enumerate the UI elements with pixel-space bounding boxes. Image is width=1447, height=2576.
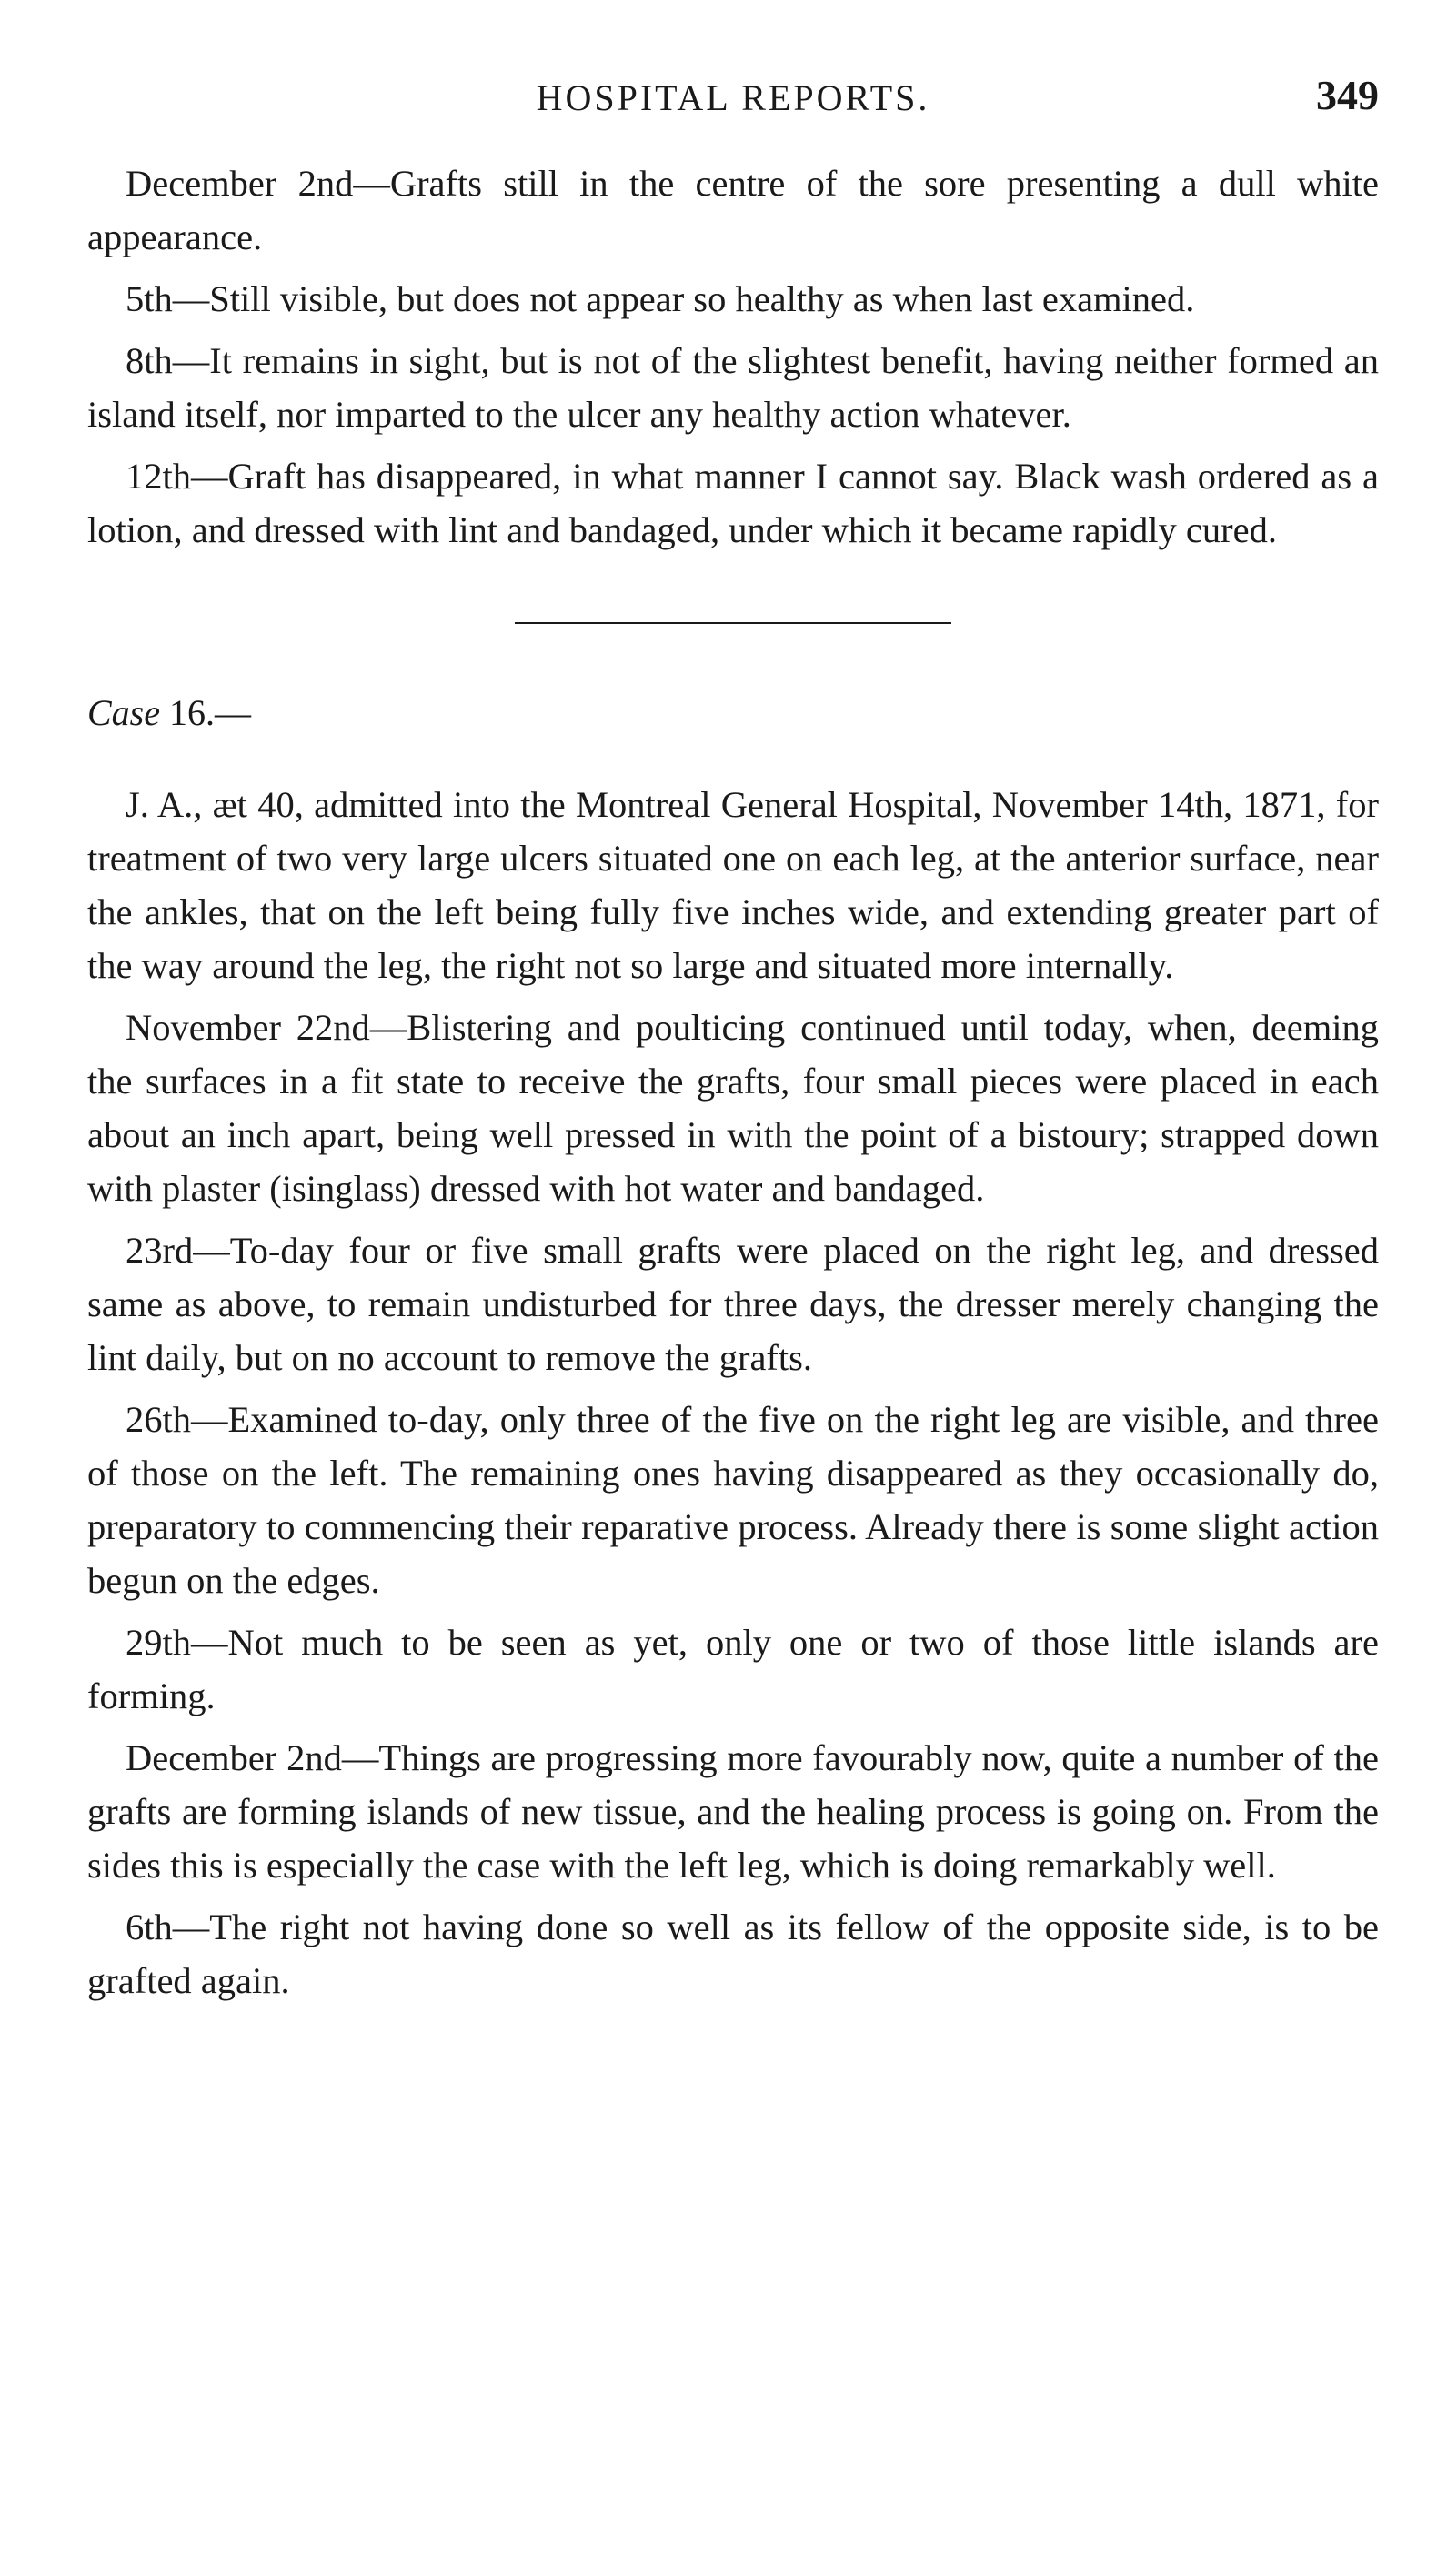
case-label: Case	[87, 692, 160, 733]
paragraph-29th: 29th—Not much to be seen as yet, only one or two of those little islands are forming.	[87, 1622, 1379, 1716]
paragraph-6th: 6th—The right not having done so well as its fellow of the opposite side, is to be grafted again.	[87, 1907, 1379, 2001]
running-head	[87, 71, 1379, 126]
paragraph-nov-22nd: November 22nd—Blistering and poulticing continued until today, when, deeming the surfaces in a fit state to receive the grafts, four small pieces were placed in each about an inch apart, being well pressed in with the point of a bistoury; strapped down with plaster (isinglass) dressed with hot water and bandaged.	[87, 1007, 1379, 1209]
case-number: 16.—	[169, 692, 251, 733]
body-text	[87, 156, 1379, 2016]
paragraph-dec-2nd-case: December 2nd—Things are progressing more favourably now, quite a number of the grafts are forming islands of new tissue, and the healing process is going on. From the sides this is especially the case with the left leg, which is doing remarkably well.	[87, 1737, 1379, 1886]
paragraph-5th: 5th—Still visible, but does not appear so healthy as when last examined.	[126, 278, 1195, 319]
section-divider	[515, 622, 951, 624]
paragraph-dec-2nd: December 2nd—Grafts still in the centre of the sore presenting a dull white appearance.	[87, 163, 1379, 257]
paragraph-8th: 8th—It remains in sight, but is not of the slightest benefit, having neither formed an island itself, nor imparted to the ulcer any healthy action whatever.	[87, 340, 1379, 435]
page-number: 349	[1316, 72, 1379, 118]
paragraph-12th: 12th—Graft has disappeared, in what manner I cannot say. Black wash ordered as a lotion, and dressed with lint and bandaged, under which it became rapidly cured.	[87, 456, 1379, 550]
paragraph-admission: J. A., æt 40, admitted into the Montreal General Hospital, November 14th, 1871, for treatment of two very large ulcers situated one on each leg, at the anterior surface, near the ankles, that on the left being fully five inches wide, and extending greater part of the way around the leg, the right not so large and situated more internally.	[87, 784, 1379, 986]
paragraph-26th: 26th—Examined to-day, only three of the five on the right leg are visible, and three of those on the left. The remaining ones having disappeared as they occasionally do, preparatory to commencing their reparative process. Already there is some slight action begun on the edges.	[87, 1399, 1379, 1601]
case-heading	[87, 686, 1379, 740]
running-title: HOSPITAL REPORTS.	[536, 77, 930, 118]
paragraph-23rd: 23rd—To-day four or five small grafts were placed on the right leg, and dressed same as above, to remain undisturbed for three days, the dresser merely changing the lint daily, but on no account to remove the grafts.	[87, 1230, 1379, 1378]
